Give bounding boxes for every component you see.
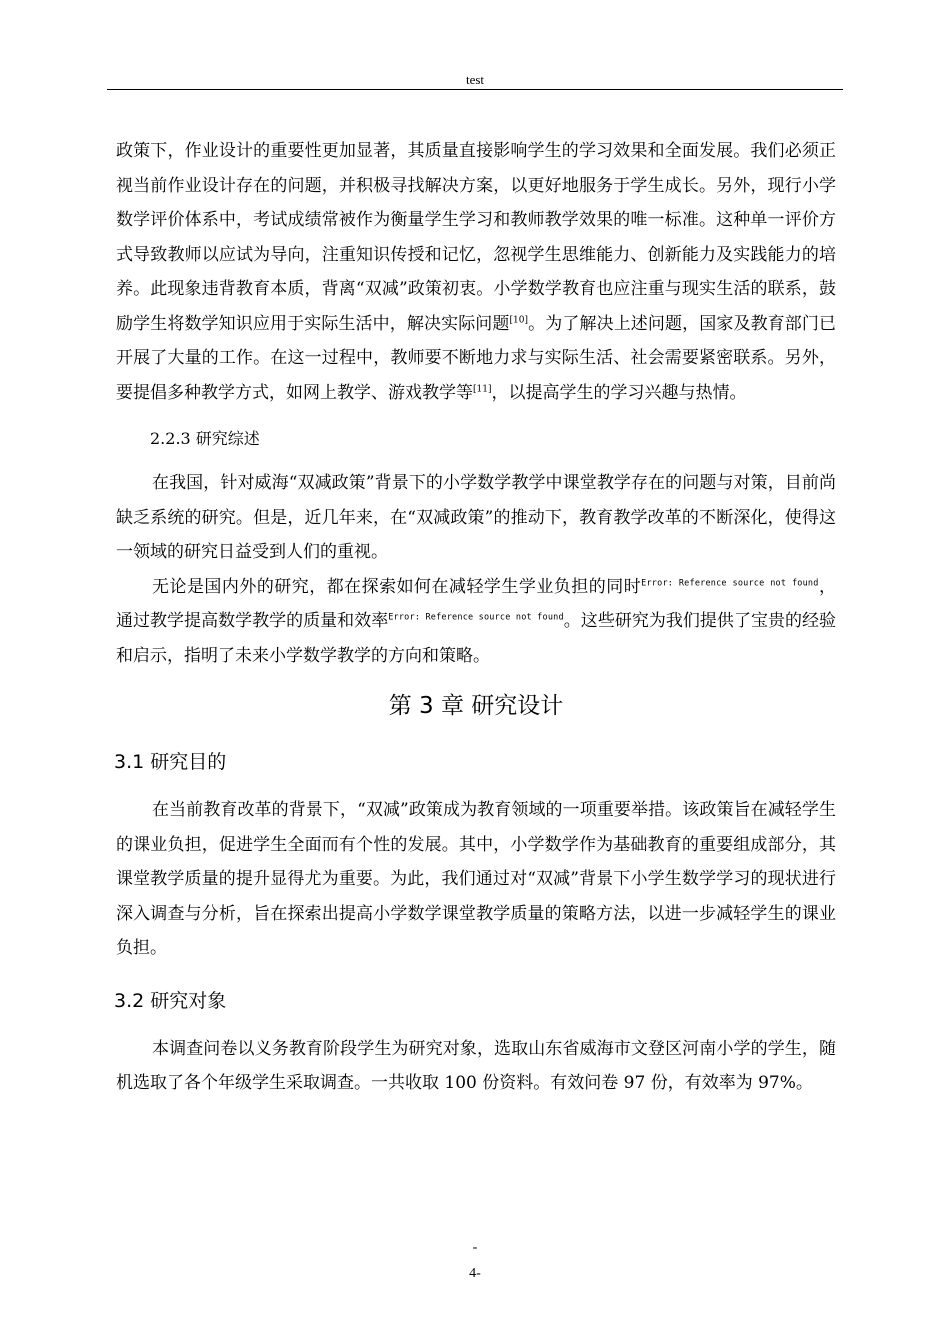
paragraph-text: 政策下，作业设计的重要性更加显著，其质量直接影响学生的学习效果和全面发展。我们必须正视当前作业设计存在的问题，并积极寻找解决方案，以更好地服务于学生成长。另外，现行小学数学评价体系中，考试成绩常被作为衡量学生学习和教师教学效果的唯一标准。这种单一评价方式导致教师以应试为导向，注重知识传授和记忆，忽视学生思维能力、创新能力及实践能力的培养。此现象违背教育本质，背离“双减”政策初衷。小学数学教育也应注重与现实生活的联系，鼓励学生将数学知识应用于实际生活中，解决实际问题 <box>116 141 836 334</box>
citation-ref: [11] <box>473 383 492 394</box>
document-body <box>116 134 836 1101</box>
paragraph-research-status: 在我国，针对威海“双减政策”背景下的小学数学教学中课堂教学存在的问题与对策，目前尚缺乏系统的研究。但是，近几年来，在“双减政策”的推动下，教育教学改革的不断深化，使得这一领域的研究日益受到人们的重视。 <box>116 473 836 562</box>
broken-reference: Error: Reference source not found <box>388 612 564 623</box>
paragraph-policy-homework <box>116 134 836 410</box>
paragraph-text: ，通过教学提高数学教学的质量和效率 <box>116 576 837 631</box>
header-divider <box>107 89 843 90</box>
section-title-subjects: 3.2 研究对象 <box>114 989 227 1012</box>
chapter-title: 第 3 章 研究设计 <box>388 693 564 719</box>
broken-reference: Error: Reference source not found <box>641 577 819 588</box>
section-title-purpose: 3.1 研究目的 <box>114 751 227 773</box>
paragraph-research-purpose: 在当前教育改革的背景下，“双减”政策成为教育领域的一项重要举措。该政策旨在减轻学生的课业负担，促进学生全面而有个性的发展。其中，小学数学作为基础教育的重要组成部分，其课堂教学质量的提升显得尤为重要。为此，我们通过对“双减”背景下小学生数学学习的现状进行深入调查与分析，旨在探索出提高小学数学课堂教学质量的策略方法，以进一步减轻学生的课业负担。 <box>116 800 836 958</box>
paragraph-text: 。这些研究为我们提供了宝贵的经验和启示，指明了未来小学数学教学的方向和策略。 <box>116 611 837 666</box>
paragraph-research-subjects: 本调查问卷以义务教育阶段学生为研究对象，选取山东省威海市文登区河南小学的学生，随机选取了各个年级学生采取调查。一共收取 100 份资料。有效问卷 97 份，有效率为 97%。 <box>116 1038 836 1093</box>
page-number: 4- <box>469 1266 481 1281</box>
paragraph-text: 无论是国内外的研究，都在探索如何在减轻学生学业负担的同时 <box>152 576 642 597</box>
paragraph-text: 。为了解决上述问题，国家及教育部门已开展了大量的工作。在这一过程中，教师要不断地力求与实际生活、社会需要紧密联系。另外，要提倡多种教学方式，如网上教学、游戏教学等 <box>116 313 837 403</box>
paragraph-text: ，以提高学生的学习兴趣与热情。 <box>491 382 747 403</box>
footer-dash: - <box>472 1240 478 1255</box>
subsection-heading: 2.2.3 研究综述 <box>150 429 260 448</box>
citation-ref: [10] <box>509 314 529 325</box>
paragraph-research-review <box>116 570 836 674</box>
page-header: test <box>465 72 485 87</box>
